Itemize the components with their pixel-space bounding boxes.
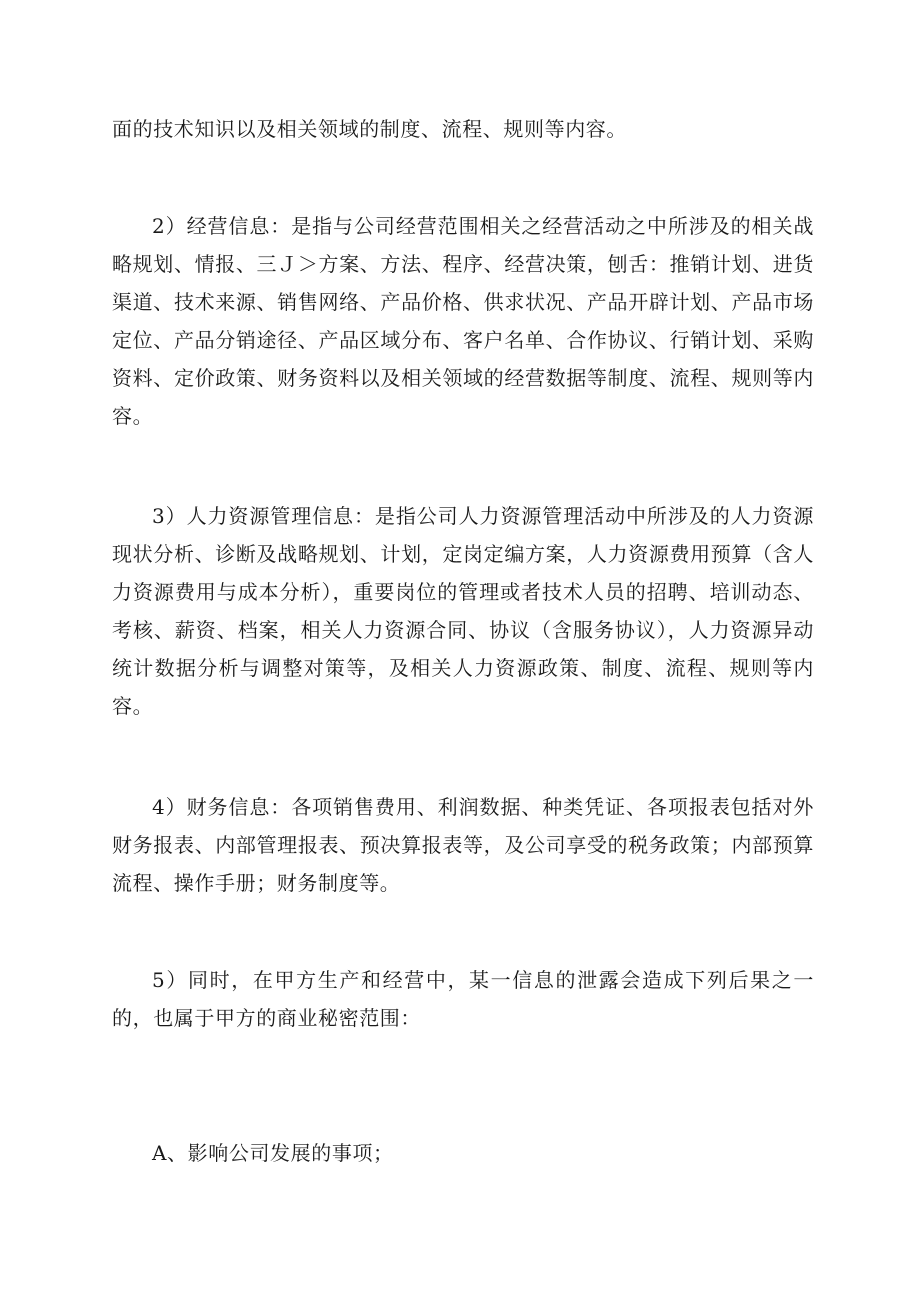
paragraph-technical-info-continuation: 面的技术知识以及相关领域的制度、流程、规则等内容。 xyxy=(112,117,627,141)
paragraph-hr-info: 3）人力资源管理信息：是指公司人力资源管理活动中所涉及的人力资源现状分析、诊断及战略规划、计划，定岗定编方案，人力资源费用预算（含人力资源费用与成本分析），重要岗位的管理或者技术人员的招聘、培训动态、考核、薪资、档案，相关人力资源合同、协议（含服务协议），人力资源异动统计数据分析与调整对策等，及相关人力资源政策、制度、流程、规则等内容。 xyxy=(112,504,814,718)
paragraph-item-a: A、影响公司发展的事项； xyxy=(152,1141,394,1165)
paragraph-financial-info: 4）财务信息：各项销售费用、利润数据、种类凭证、各项报表包括对外财务报表、内部管理报表、预决算报表等，及公司享受的税务政策；内部预算流程、操作手册；财务制度等。 xyxy=(112,795,814,895)
paragraph-disclosure-consequences: 5）同时，在甲方生产和经营中，某一信息的泄露会造成下列后果之一的，也属于甲方的商业秘密范围： xyxy=(112,968,814,1030)
paragraph-business-info: 2）经营信息：是指与公司经营范围相关之经营活动之中所涉及的相关战略规划、情报、三Ｊ＞方案、方法、程序、经营决策，刨舌：推销计划、进货渠道、技术来源、销售网络、产品价格、供求状况、产品开辟计划、产品市场定位、产品分销途径、产品区域分布、客户名单、合作协议、行销计划、采购资料、定价政策、财务资料以及相关领域的经营数据等制度、流程、规则等内容。 xyxy=(112,214,814,428)
